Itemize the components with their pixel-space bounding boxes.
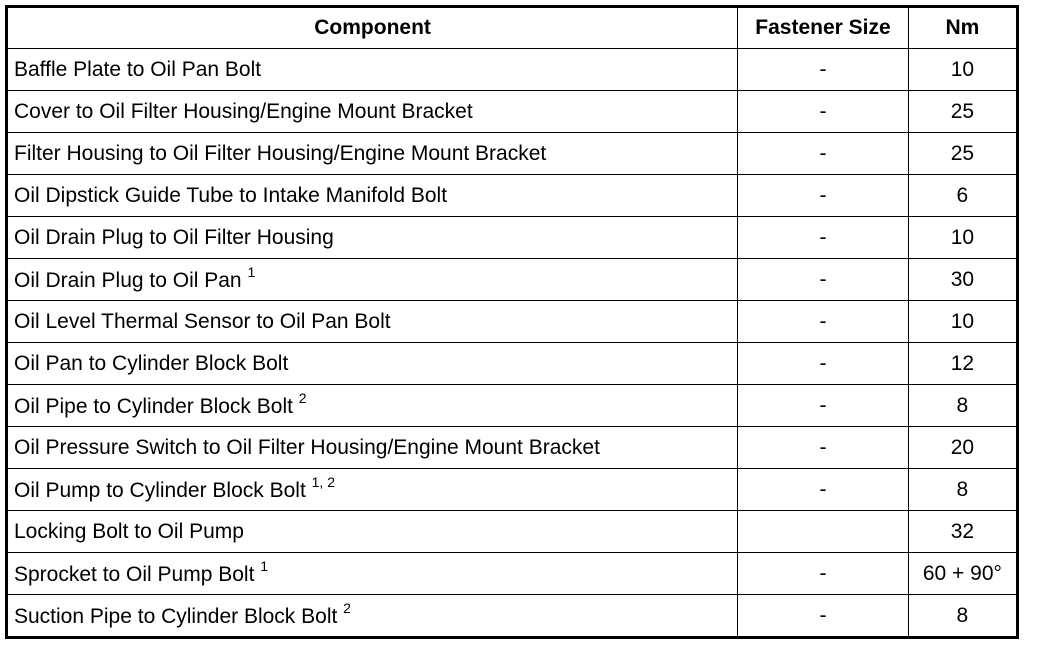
column-header-nm: Nm [908, 7, 1017, 49]
component-text: Oil Dipstick Guide Tube to Intake Manifold Bolt [14, 183, 448, 207]
fastener-size-cell: - [738, 427, 909, 469]
fastener-size-cell: - [738, 469, 909, 511]
component-cell [7, 91, 738, 133]
component-text: Oil Pressure Switch to Oil Filter Housing/Engine Mount Bracket [14, 435, 600, 459]
torque-cell: 25 [908, 133, 1017, 175]
fastener-size-cell: - [738, 175, 909, 217]
table-row [7, 469, 1018, 511]
torque-cell: 12 [908, 343, 1017, 385]
component-cell [7, 301, 738, 343]
torque-cell: 20 [908, 427, 1017, 469]
fastener-size-cell: - [738, 217, 909, 259]
component-text: Oil Drain Plug to Oil Filter Housing [14, 225, 334, 249]
component-cell [7, 511, 738, 553]
torque-cell: 8 [908, 595, 1017, 638]
component-cell [7, 49, 738, 91]
column-header-fastener-size: Fastener Size [738, 7, 909, 49]
component-text: Locking Bolt to Oil Pump [14, 519, 244, 543]
torque-cell: 32 [908, 511, 1017, 553]
table-row [7, 175, 1018, 217]
fastener-size-cell: - [738, 133, 909, 175]
component-text: Baffle Plate to Oil Pan Bolt [14, 57, 262, 81]
torque-cell: 10 [908, 49, 1017, 91]
component-text: Oil Pipe to Cylinder Block Bolt [14, 395, 293, 418]
table-header-row [7, 7, 1018, 49]
table-row [7, 49, 1018, 91]
fastener-size-cell: - [738, 301, 909, 343]
component-cell [7, 133, 738, 175]
component-text: Oil Level Thermal Sensor to Oil Pan Bolt [14, 309, 391, 333]
component-cell [7, 427, 738, 469]
component-text: Suction Pipe to Cylinder Block Bolt [14, 605, 338, 628]
footnote-marker: 2 [298, 390, 307, 406]
table-row [7, 427, 1018, 469]
table-row [7, 343, 1018, 385]
fastener-size-cell [738, 511, 909, 553]
component-cell [7, 553, 738, 595]
table-row [7, 595, 1018, 638]
component-text: Cover to Oil Filter Housing/Engine Mount Bracket [14, 99, 473, 123]
fastener-size-cell: - [738, 343, 909, 385]
fastener-size-cell: - [738, 553, 909, 595]
footnote-marker: 1 [247, 264, 256, 280]
fastener-size-cell: - [738, 595, 909, 638]
table-row [7, 385, 1018, 427]
table-row [7, 511, 1018, 553]
table-row [7, 301, 1018, 343]
component-cell [7, 385, 738, 427]
component-cell [7, 217, 738, 259]
component-cell [7, 595, 738, 638]
table-row [7, 133, 1018, 175]
component-text: Oil Drain Plug to Oil Pan [14, 269, 242, 292]
torque-cell: 10 [908, 217, 1017, 259]
torque-cell: 8 [908, 469, 1017, 511]
fastener-size-cell: - [738, 91, 909, 133]
component-text: Oil Pump to Cylinder Block Bolt [14, 479, 306, 502]
column-header-component: Component [7, 7, 738, 49]
torque-cell: 25 [908, 91, 1017, 133]
table-row [7, 553, 1018, 595]
footnote-marker: 1, 2 [311, 474, 335, 490]
torque-cell: 30 [908, 259, 1017, 301]
component-text: Filter Housing to Oil Filter Housing/Engine Mount Bracket [14, 141, 547, 165]
component-text: Oil Pan to Cylinder Block Bolt [14, 351, 289, 375]
fastener-size-cell: - [738, 49, 909, 91]
table-row [7, 217, 1018, 259]
fastener-size-cell: - [738, 385, 909, 427]
torque-cell: 8 [908, 385, 1017, 427]
torque-cell: 60 + 90° [908, 553, 1017, 595]
table-row [7, 91, 1018, 133]
footnote-marker: 1 [260, 558, 269, 574]
torque-cell: 6 [908, 175, 1017, 217]
component-cell [7, 343, 738, 385]
table-row [7, 259, 1018, 301]
component-text: Sprocket to Oil Pump Bolt [14, 563, 255, 586]
torque-cell: 10 [908, 301, 1017, 343]
fastener-size-cell: - [738, 259, 909, 301]
component-cell [7, 469, 738, 511]
footnote-marker: 2 [343, 600, 351, 616]
component-cell [7, 175, 738, 217]
component-cell [7, 259, 738, 301]
torque-spec-table [5, 5, 1019, 639]
